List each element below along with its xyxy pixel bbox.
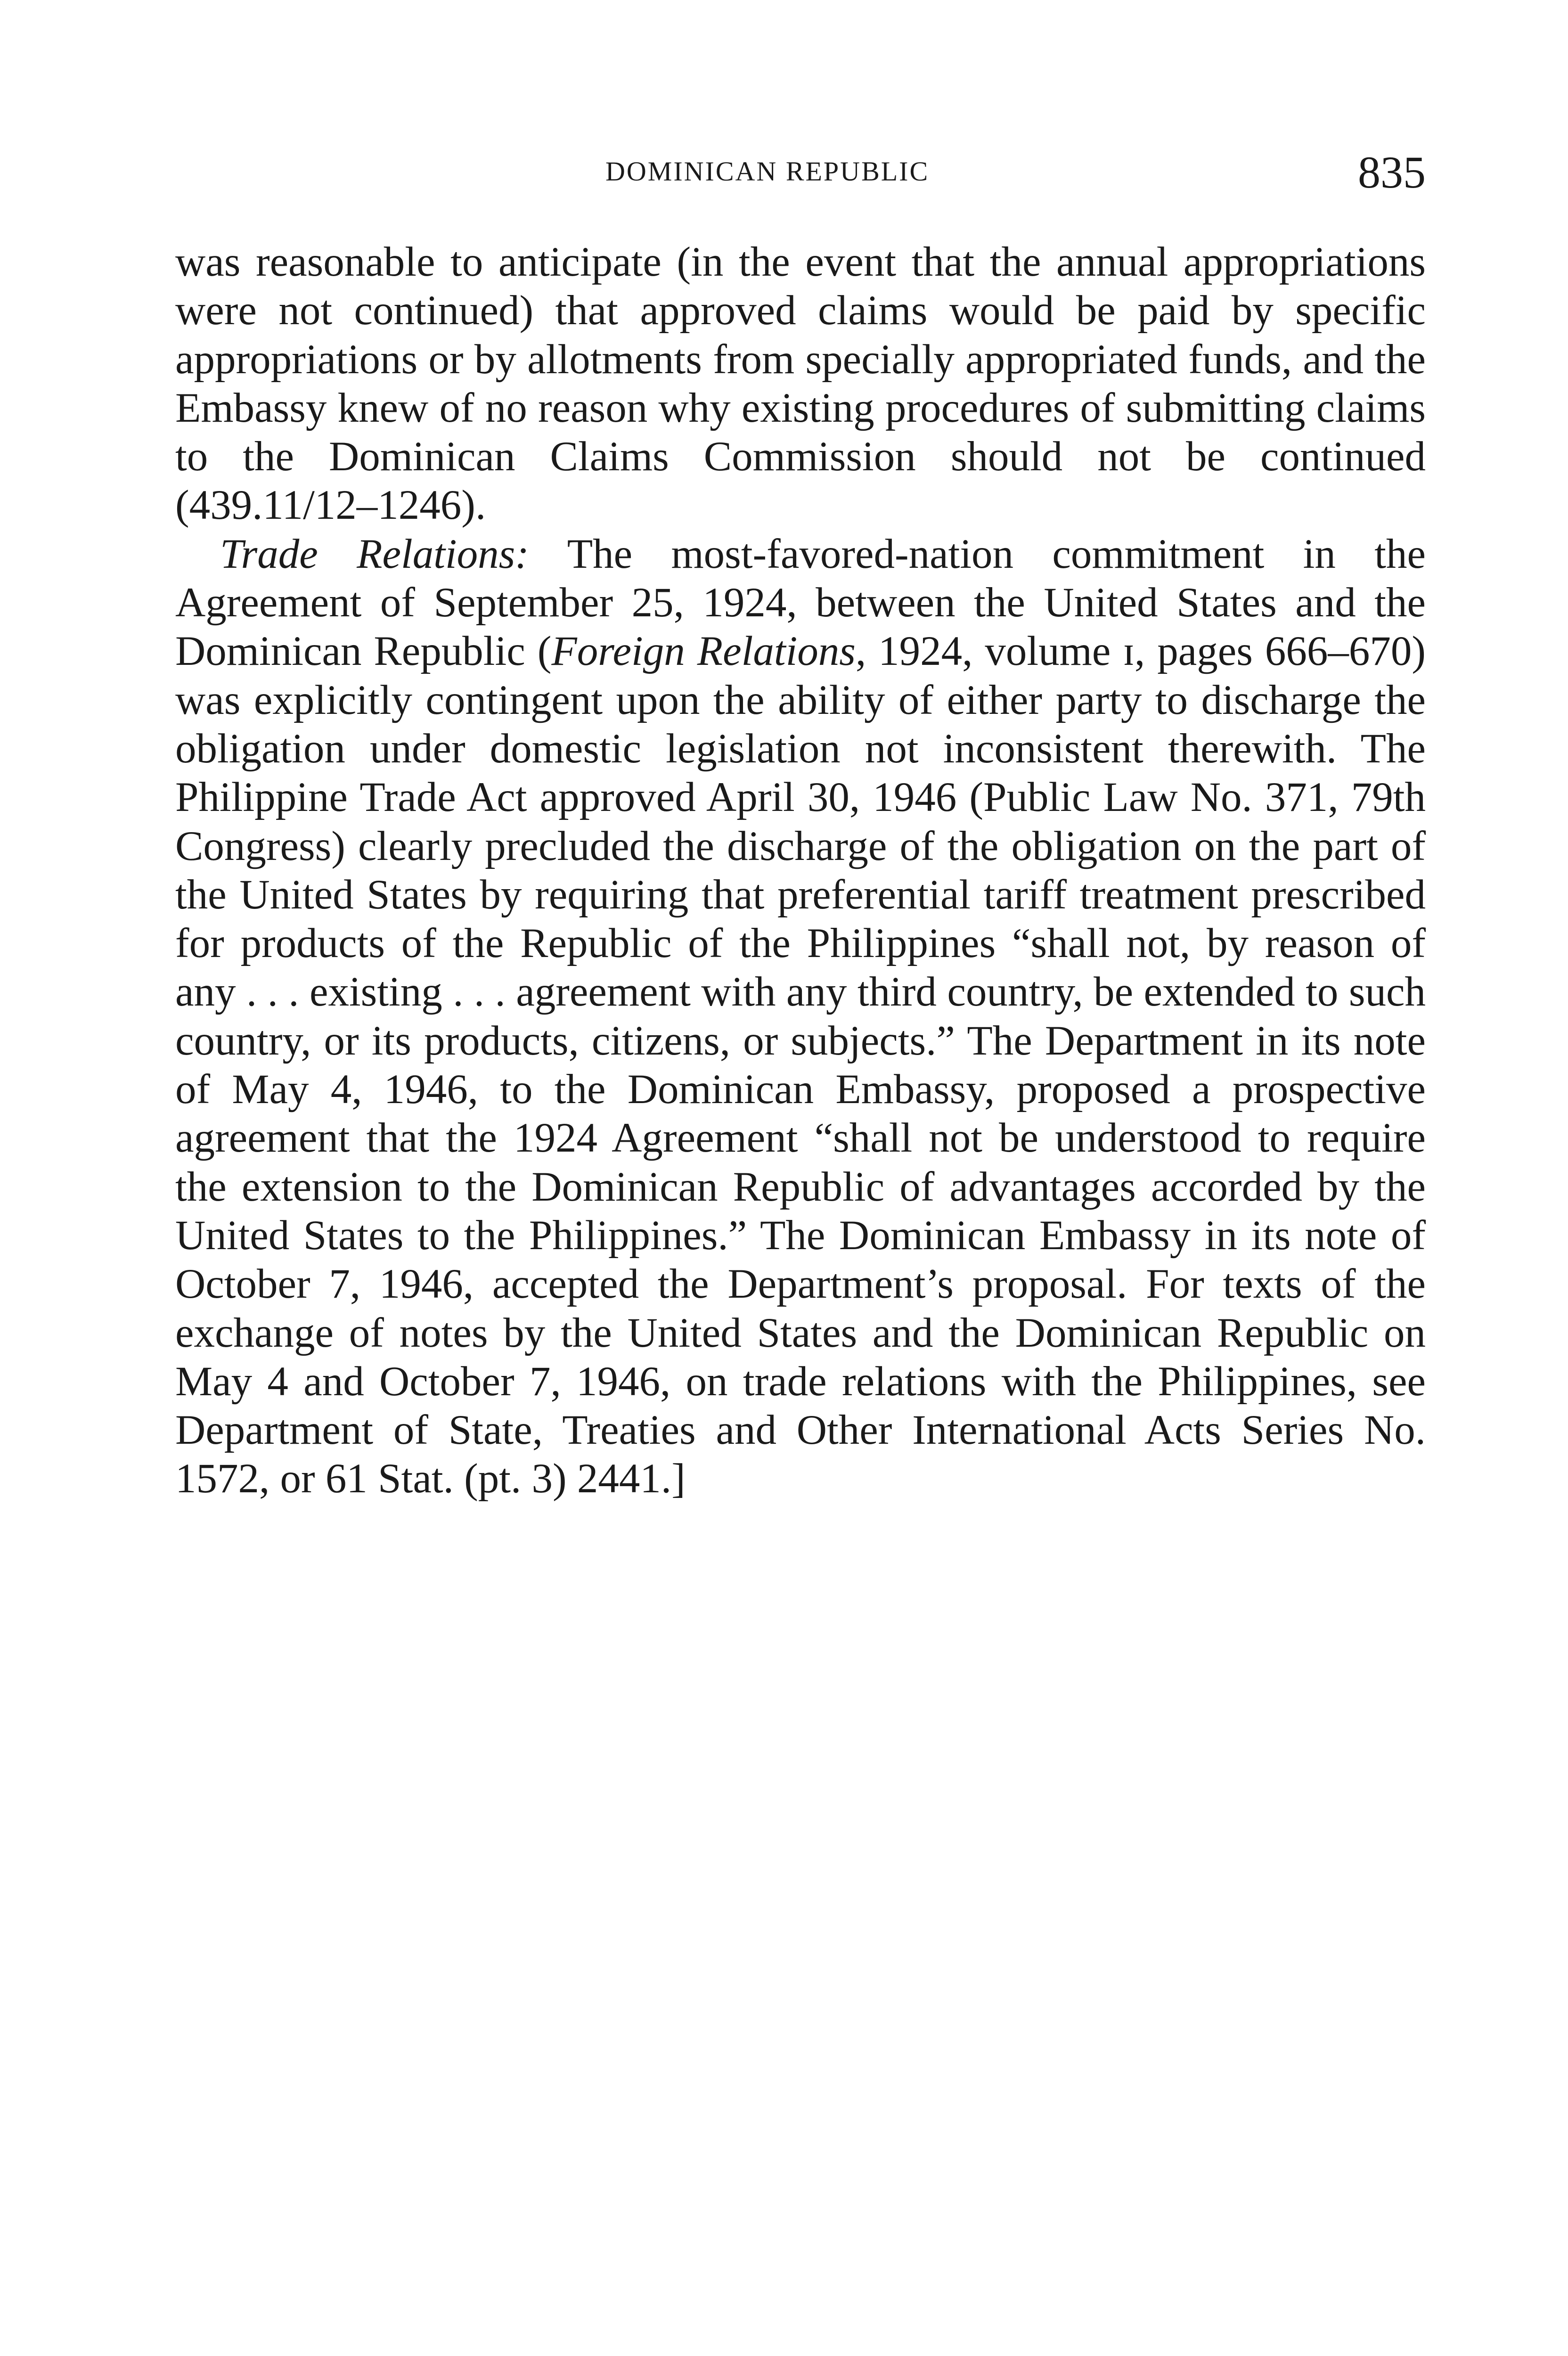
running-head: DOMINICAN REPUBLIC [605,156,930,187]
page-number: 835 [1358,147,1426,197]
paragraph-text: The most-favored-nation commitment in the Agreement of September 25, 1924, between the United States and the Dominican Republic ( [175,531,1426,675]
citation-title: Foreign Relations [551,628,856,675]
paragraph-trade-relations [175,530,1426,1504]
body-text [175,238,1426,1504]
paragraph-text: , 1924, volume ɪ, pages 666–670) was explicitly contingent upon the ability of either party to discharge the obligation under domestic legislation not inconsistent therewith. The Philippine Trade Act approved April 30, 1946 (Public Law No. 371, 79th Congress) clearly precluded the discharge of the obligation on the part of the United States by requiring that preferential tariff treatment prescribed for products of the Republic of the Philippines “shall not, by reason of any . . . existing . . . agreement with any third country, be extended to such country, or its products, citizens, or subjects.” The Department in its note of May 4, 1946, to the Dominican Embassy, proposed a prospective agreement that the 1924 Agreement “shall not be understood to require the extension to the Dominican Republic of advantages accorded by the United States to the Philippines.” The Dominican Embassy in its note of October 7, 1946, accepted the Department’s proposal. For texts of the exchange of notes by the United States and the Dominican Republic on May 4 and October 7, 1946, on trade relations with the Philippines, see Department of State, Treaties and Other International Acts Series No. 1572, or 61 Stat. (pt. 3) 2441.] [175,628,1426,1502]
paragraph-claims: was reasonable to anticipate (in the event that the annual appropriations were not continued) that approved claims would be paid by specific appropriations or by allotments from specially appropriated funds, and the Embassy knew of no reason why existing procedures of submitting claims to the Dominican Claims Commission should not be continued (439.11/12–1246). [175,239,1426,529]
section-label: Trade Relations: [220,531,529,577]
